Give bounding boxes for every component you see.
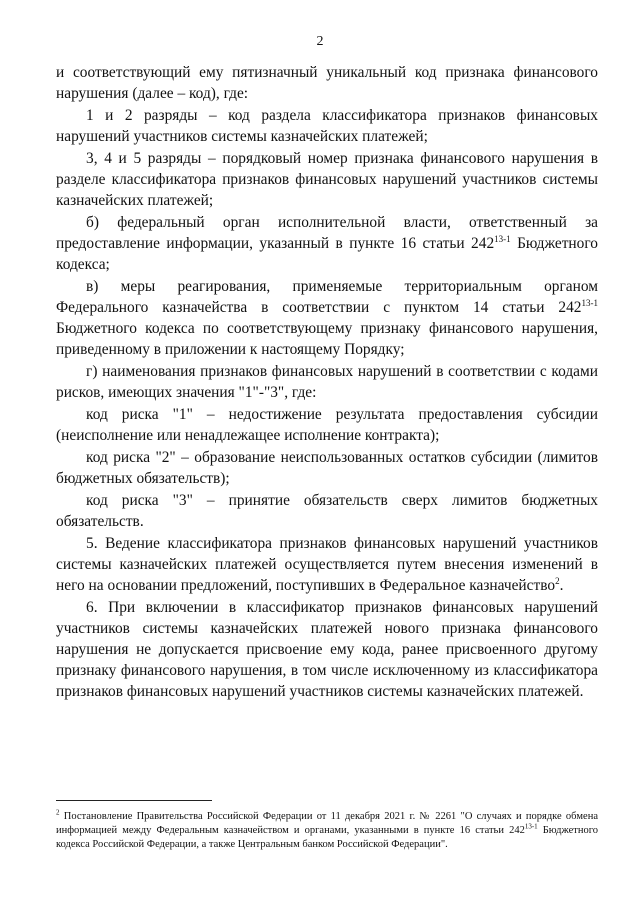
text-run: Бюджетного кодекса по соответствующему признаку финансового нарушения, приведенному в приложении к настоящему Порядку; <box>56 320 598 358</box>
text-run: Бюджетного кодекса; <box>56 235 598 273</box>
paragraph <box>56 105 598 147</box>
superscript: 13-1 <box>494 233 511 244</box>
paragraph <box>56 533 598 596</box>
superscript: 2 <box>56 808 60 817</box>
paragraph <box>56 404 598 446</box>
footnote-separator <box>56 800 212 801</box>
text-run: г) наименования признаков финансовых нарушений в соответствии с кодами рисков, имеющих значения "1"-"3", где: <box>56 363 598 401</box>
paragraph <box>56 447 598 489</box>
text-run: в) меры реагирования, применяемые территориальным органом Федерального казначейства в соответствии с пунктом 14 статьи 242 <box>56 278 598 316</box>
text-run: 5. Ведение классификатора признаков финансовых нарушений участников системы казначейских платежей осуществляется путем внесения изменений в него на основании предложений, поступивших в Федеральное казначейство <box>56 535 598 594</box>
text-run: 6. При включении в классификатор признаков финансовых нарушений участников системы казначейских платежей нового признака финансового нарушения не допускается присвоение ему кода, ранее присвоенного другому признаку финансового нарушения, в том числе исключенному из классификатора признаков финансовых нарушений участников системы казначейских платежей. <box>56 599 598 700</box>
paragraph <box>56 148 598 211</box>
superscript: 13-1 <box>581 297 598 308</box>
paragraph <box>56 62 598 104</box>
footnote-2 <box>56 810 598 852</box>
paragraph <box>56 597 598 702</box>
text-run: 1 и 2 разряды – код раздела классификатора признаков финансовых нарушений участников системы казначейских платежей; <box>56 107 598 145</box>
text-run: Бюджетного кодекса Российской Федерации, а также Центральным банком Российской Федерации". <box>56 825 598 850</box>
text-run: 3, 4 и 5 разряды – порядковый номер признака финансового нарушения в разделе классификатора признаков финансовых нарушений участников системы казначейских платежей; <box>56 150 598 209</box>
text-run: Постановление Правительства Российской Федерации от 11 декабря 2021 г. № 2261 "О случаях и порядке обмена информацией между Федеральным казначейством и органами, указанными в пункте 16 статьи 242 <box>56 811 598 836</box>
text-run: и соответствующий ему пятизначный уникальный код признака финансового нарушения (далее – код), где: <box>56 64 598 102</box>
text-run: . <box>559 577 564 594</box>
text-run: код риска "3" – принятие обязательств сверх лимитов бюджетных обязательств. <box>56 492 598 530</box>
page-number: 2 <box>316 34 324 49</box>
paragraph <box>56 212 598 275</box>
superscript: 13-1 <box>524 822 538 831</box>
paragraph <box>56 276 598 360</box>
text-run: б) федеральный орган исполнительной власти, ответственный за предоставление информации, указанный в пункте 16 статьи 242 <box>56 214 598 252</box>
document-body <box>56 62 598 703</box>
superscript: 2 <box>555 575 560 586</box>
text-run: код риска "2" – образование неиспользованных остатков субсидии (лимитов бюджетных обязательств); <box>56 449 598 487</box>
paragraph <box>56 361 598 403</box>
text-run: код риска "1" – недостижение результата предоставления субсидии (неисполнение или ненадлежащее исполнение контракта); <box>56 406 598 444</box>
paragraph <box>56 490 598 532</box>
